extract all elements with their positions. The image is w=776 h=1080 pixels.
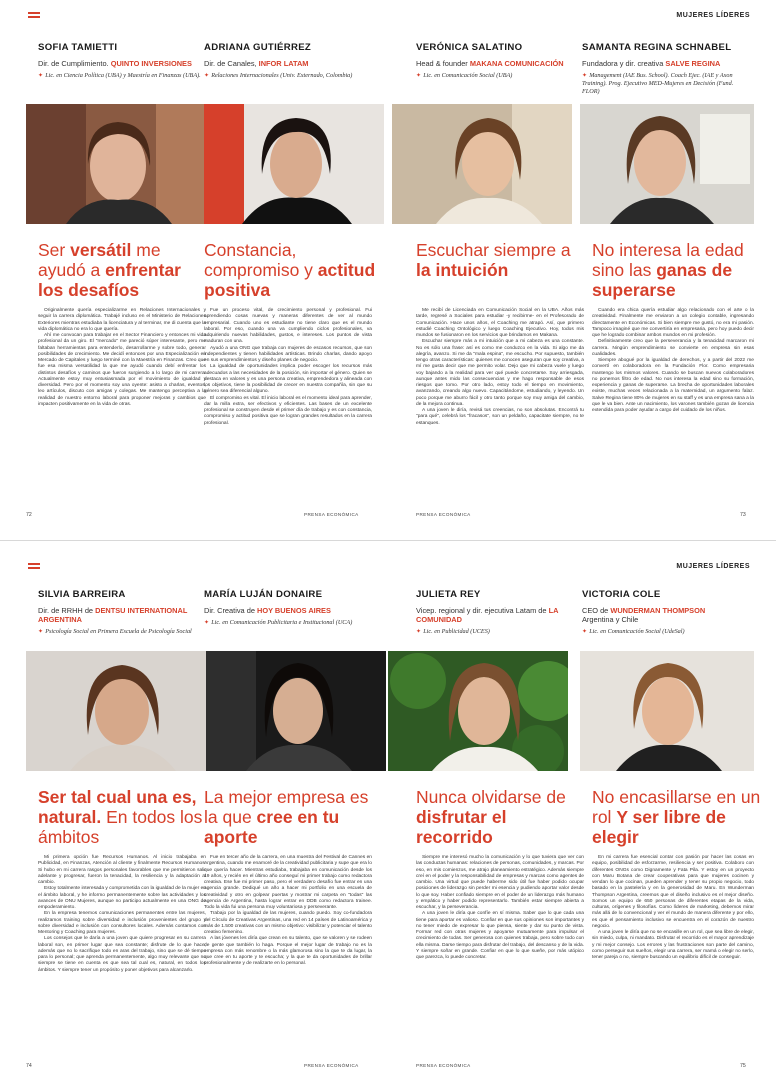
portrait-photo bbox=[26, 651, 206, 771]
page-number: 74 bbox=[26, 1063, 32, 1069]
portrait-photo bbox=[206, 651, 386, 771]
profile-header bbox=[582, 589, 752, 636]
headline: No encasillarse en un rol Y ser libre de elegir bbox=[592, 787, 761, 847]
profile-education: ✦ Lic. en Publicidad (UCES) bbox=[416, 628, 490, 635]
profile-name: SILVIA BARREIRA bbox=[38, 589, 126, 600]
page-number: 72 bbox=[26, 512, 32, 518]
profile-role: Fundadora y dir. creativa SALVE REGINA bbox=[582, 59, 721, 68]
flag-icon bbox=[28, 563, 40, 571]
article-body: Fue un proceso vital, de crecimiento personal y profesional. Fui aprendiendo cosas nuevas y maneras diferentes de ver al mundo empresarial. Cuando uno es estudiante no tiene claro que es el mundo laboral. Por eso, cuando una va cumpliendo ciclos profesionales, va adquiriendo nuevas habilidades, gustos, e intereses. Los puntos de vista maduran con una. Ayudó a una ONG que trabaja con mujeres de escasos recursos, que son independientes y tienen habilidades artísticas. Brindo charlas, dando apoyo en sus emprendimientos y diseño planes de negocio. La igualdad de oportunidades implica poder escoger los recursos más adecuados a las necesidades de la posición, sin importar el género. Quien se destaca en valores y es una persona creativa, emprendedora y alineada con los objetivos, tiene la posibilidad de crecer en nuestra compañía, sin que su género sea diferencial alguno. El compromiso es vital. El inicio laboral es el momento ideal para aprender, dar la milla extra, ser efectivos y eficientes. Las bases de un excelente profesional se construyen desde el primer día de trabajo y es con constancia, compromiso y actitud positiva que se logran grandes resultados en la carrera profesional. bbox=[204, 308, 372, 426]
profile-name: JULIETA REY bbox=[416, 589, 481, 600]
profile-role: CEO de WUNDERMAN THOMPSON Argentina y Chile bbox=[582, 606, 706, 624]
profile-header bbox=[582, 42, 752, 96]
profile-header bbox=[416, 42, 584, 80]
section-title: MUJERES LÍDERES bbox=[676, 563, 750, 570]
profile-education: ✦ Lic. en Comunicación Social (UBA) bbox=[416, 72, 513, 79]
profile-name: ADRIANA GUTIÉRREZ bbox=[204, 42, 312, 53]
headline: No interesa la edad sino las ganas de superarse bbox=[592, 240, 744, 300]
page-number: 73 bbox=[740, 512, 746, 518]
profile-role: Dir. de RRHH de DENTSU INTERNATIONAL ARGENTINA bbox=[38, 606, 188, 624]
portrait-photo bbox=[388, 651, 568, 771]
article-body: Mi primera opción fue Recursos Humanos. Al inicio trabajaba en Publicidad, en Finanzas, Atención al cliente y finalmente Recursos Humanos. Si hubo en mi carrera rasgos personales favorables que me permitieron salir adelante y progresar, fueron la tenacidad, la resiliencia y la adaptación al cambio. Estoy totalmente interesada y comprometida con la igualdad de la mujer en el ámbito laboral, y he informo permanentemente sobre las actividades y los avances de ONU Mujeres, aunque no participo actualmente en una ONG de empoderamiento. En la empresa tenemos comunicaciones permanentes entre las mujeres, realizamos training sobre diversidad e inclusión provenientes del grupo y sobre diversidad e inclusión con consultores locales. Además contamos con Mentoring y Coaching para mujeres. Los consejos que le daría a una joven que quiere progresar en su carrera laboral son, en primer lugar que sea constante; disfrute de lo que hace; además que no lo sacrifique todo en aras del trabajo, sino que se dé tiempo para lo personal; que aprenda permanentemente, algo muy relevante que no siempre se tiene en cuenta es que sea tal cual es, natural, en todos los ámbitos. Y siempre tener un propósito y poner objetivos para alcanzarlo. bbox=[38, 855, 206, 973]
profile-name: MARÍA LUJÁN DONAIRE bbox=[204, 589, 323, 600]
company-name: LA COMUNIDAD bbox=[416, 606, 559, 624]
publication-name: PRENSA ECONÓMICA bbox=[304, 1063, 359, 1068]
publication-name: PRENSA ECONÓMICA bbox=[416, 512, 471, 517]
article-body: Fue en tercer año de la carrera, en una muestra del Festival de Cannes en Argentina, cuando me enamoré de la creatividad publicitaria y supe que era lo que quería hacer. Mientras estudiaba, trabajaba en comunicación desde los 19 años, y recién en el último año conseguí mi primer trabajo como redactora creativa. Ese fue mi primer paso, pero el verdadero desafío fue entrar en una agencia grande. Dediqué un año a hacer mi portfolio en una escuela de creatividad y otro en golpear puertas y mostrar mi carpeta en "todas" las agencia de Argentina, hasta lograr entrar en DDB como redactora trainee. Todo la vida fui una persona muy voluntariosa y perseverante. Trabajo por la igualdad de las mujeres, cuando puedo. Soy co-fundadora del Círculo de Creativas Argentinas, una red en 14 países de Latinoamérica y más de 1.500 creativas con un mismo objetivo: visibilizar y potenciar el talento creativo femenino. A las jóvenes les diría que crean en su talento, que se valoren y se rodeen de gente que también lo haga. Porque el mejor lugar de trabajo no es la empresa con más renombre o la más glamorosa sino la que te da lugar, la que cree en tu aporte y te escucha; y la que te da oportunidades de brillar profesionalmente y de realizarte en lo personal. bbox=[204, 855, 372, 967]
profile-education: ✦ Management (IAE Bus. School). Coach Ejec. (IAE y Axon Training). Prog. Ejecutivo MED-Mujeres en Decisión (Fund. FLOR) bbox=[582, 72, 734, 95]
portrait-photo bbox=[392, 104, 572, 224]
headline: Ser versátil me ayudó a enfrentar los desafíos bbox=[38, 240, 181, 300]
profile-role: Vicep. regional y dir. ejecutiva Latam de LA COMUNIDAD bbox=[416, 606, 559, 624]
headline: Constancia, compromiso y actitud positiva bbox=[204, 240, 376, 300]
profile-name: VICTORIA COLE bbox=[582, 589, 661, 600]
article-body: Cuando era chica quería estudiar algo relacionado con el arte o la creatividad. Finalmente me enviaron a un colegio contable, ingresando directamente en Económicas. Si bien siempre me gustó, no era mi pasión. Tampoco imaginé que me convertiría en empresaria, pero hoy puedo decir que he logrado combinar ambos mundos en mi profesión. Definitivamente creo que la perseverancia y la tenacidad marcaron mi carrera. Ningún emprendimiento se convierte en empresa sin esas cualidades. Siempre abogué por la igualdad de derechos, y a partir del 2022 me convertí en colaboradora en la Fundación Flor. Como empresaria mantengo los mismos valores. Cuando se buscan nuevos colaboradores no ponemos filtro de edad. No nos interesa la edad sino su formación, experiencia y ganas de superarse. La brecha de oportunidades laborales existe, muchas veces relacionada a la maternidad, un argumento falaz. Salve Regina tiene 80% de mujeres en su staff y es una empresa sana a la que le va bien. Ante un nacimiento, los varones también gozan de licencia extendida para poder ayudar a cargo del cuidado de los niños. bbox=[592, 308, 754, 413]
company-name: WUNDERMAN THOMPSON bbox=[610, 606, 706, 615]
company-name: SALVE REGINA bbox=[665, 59, 721, 68]
profile-education: ✦ Relaciones Internacionales (Univ. Externado, Colombia) bbox=[204, 72, 353, 79]
profile-role: Dir. de Cumplimiento. QUINTO INVERSIONES bbox=[38, 59, 192, 68]
portrait-photo bbox=[204, 104, 384, 224]
profile-role: Dir. Creativa de HOY BUENOS AIRES bbox=[204, 606, 331, 615]
company-name: HOY BUENOS AIRES bbox=[257, 606, 331, 615]
headline: La mejor empresa es la que cree en tu aporte bbox=[204, 787, 369, 847]
profile-education: ✦ Lic. en Comunicación Publicitaria e Institucional (UCA) bbox=[204, 619, 353, 626]
profile-name: VERÓNICA SALATINO bbox=[416, 42, 523, 53]
portrait-photo bbox=[26, 104, 206, 224]
profile-name: SAMANTA REGINA SCHNABEL bbox=[582, 42, 732, 53]
publication-name: PRENSA ECONÓMICA bbox=[304, 512, 359, 517]
headline: Ser tal cual una es, natural. En todos los ámbitos bbox=[38, 787, 203, 847]
page-number: 75 bbox=[740, 1063, 746, 1069]
headline: Escuchar siempre a la intuición bbox=[416, 240, 571, 280]
headline: Nunca olvidarse de disfrutar el recorrido bbox=[416, 787, 566, 847]
profile-education: ✦ Lic. en Ciencia Política (UBA) y Maestría en Finanzas (UBA). bbox=[38, 72, 201, 79]
article-body: Me recibí de Licenciada en Comunicación Social en la UBA. Años más tarde, regresé a Sociales para estudiar -y recibirme- en el Profesorado de Comunicación. Hace unos años, el Coaching me atrapó. Así, que primero estudié Coaching Ontológico y luego Coaching Ejecutivo. Hoy, todos mis mundos se fusionaron en los servicios que brindamos en Makana. Escuchar siempre más a mi intuición que a mi cabeza es una constante. No es sólo una frase: así es como me conduzco en la vida. Si algo me da alegría, avanzo. Si me da "mala espina", me escucho. Por supuesto, también tengo otras características: quienes me conocen aseguran que soy creativa, a mí me gusta decir que me permito volar. Dejo que mi cabeza vuele y luego voy bajando a la realidad para ver qué puede concretarse. Soy arriesgada, aunque antes mido las consecuencias y me hago responsable de esos riesgos que tomo. Por otro lado, estoy todo el tiempo en movimiento, avanzando, creando algo nuevo. Capacitándome, estudiando, y leyendo. Un poco porque me aburro fácil y otro tanto porque soy muy amiga del cambio, de la mejora continua. A una joven le diría, revisá tus creencias, no son absolutas. Encontrá tu "para qué", celebrá los "fracasos", son un peldaño, capacitate siempre, no te estanques. bbox=[416, 308, 584, 426]
publication-name: PRENSA ECONÓMICA bbox=[416, 1063, 471, 1068]
company-name: QUINTO INVERSIONES bbox=[110, 59, 192, 68]
article-body: En mi carrera fue esencial contar con pasión por hacer las cosas en equipo, posibilidad de esforzarme, resiliencia y ser positiva. Colaboro con diferentes ONGs como Dignamente y Fata Pila. Y estoy en un proyecto con Maru Botana de crear cooperativas para que mujeres cocinen y vendan lo que cocinan, pueden aprender y tener su propio negocio, todo basado en la pastelería y en la generosidad de Maru. En Wunderman Thompson Argentina, creemos que el diseño inclusivo es el mejor diseño. Somos un equipo de 650 personas de diferentes etapas de la vida, culturas, orígenes y filosofías. Como líderes de marketing, debemos mirar más allá de lo convencional y ver el mundo de manera diferente y por ello, es que el pensamiento inclusivo se encuentra en el corazón de nuestro negocio. A una joven le diría que no se encasille en un rol, que sea libre de elegir, sin miedo, culpa, ni mandato. Disfrutar el recorrido es el mayor aprendizaje y mi mejor consejo. Los errores y las frustraciones son parte del camino, como perseguir sus sueños, elegir una carrera, ser mamá o elegir no serlo, tener pareja o no, siempre buscando un equilibrio difícil de conseguir. bbox=[592, 855, 754, 960]
profile-education: ✦ Lic. en Comunicación Social (UdeSal) bbox=[582, 628, 685, 635]
profile-header bbox=[204, 589, 372, 627]
profile-header bbox=[38, 42, 206, 80]
profile-header bbox=[204, 42, 372, 80]
article-body: Originalmente quería especializarme en Relaciones Internacionales y seguir la carrera diplomática. Trabajé incluso en el Ministerio de Relaciones Exteriores mientras estudiaba la licenciatura y al terminar, me di cuenta que la vida diplomática no era lo que quería. Ahí me convocan para trabajar en el Sector Financiero y entonces mi vida profesional da un giro. El "mercado" me pareció súper interesante, pero me faltaban herramientas para entenderlo, desarrollarme y sobre todo, generar posibilidades de crecimiento. Me decidí entonces por una Especialización en Mercado de Capitales y luego terminé con la Maestría en Finanzas. Creo que fue esa misma versatilidad la que me ayudó cuando debí enfrentar los distintos desafíos y caminos que fueron surgiendo a lo largo de mi carrera. Actualmente estoy muy entusiasmada por el movimiento de igualdad y diversidad. Pero por el momento soy una oyente: asisto a charlas, eventos, leo artículos, discuto con amigas y colegas. Me mantengo perceptiva a la realidad de nuestro entorno laboral para proponer mejoras y cambios que impacten positivamente en la vida de otras. bbox=[38, 308, 206, 407]
company-name: INFOR LATAM bbox=[258, 59, 309, 68]
profile-education: ✦ Psicología Social en Primera Escuela de Psicología Social bbox=[38, 628, 192, 635]
profile-role: Head & founder MAKANA COMUNICACIÓN bbox=[416, 59, 564, 68]
portrait-photo bbox=[580, 651, 754, 771]
profile-header bbox=[416, 589, 584, 636]
section-title: MUJERES LÍDERES bbox=[676, 12, 750, 19]
profile-role: Dir. de Canales, INFOR LATAM bbox=[204, 59, 309, 68]
company-name: MAKANA COMUNICACIÓN bbox=[469, 59, 564, 68]
profile-header bbox=[38, 589, 206, 636]
profile-name: SOFIA TAMIETTI bbox=[38, 42, 118, 53]
portrait-photo bbox=[580, 104, 754, 224]
spread-bottom bbox=[0, 540, 776, 1080]
company-name: DENTSU INTERNATIONAL ARGENTINA bbox=[38, 606, 188, 624]
flag-icon bbox=[28, 12, 40, 20]
article-body: Siempre me interesó mucho la comunicación y lo que tuviera que ver con las conductas humanas: relaciones de personas, comunidades, y marcas. Por eso, en mis comienzos, me atrajo planeamiento estratégico. Además siempre creí en el poder y la responsabilidad de empresas y marcas como agentes de cambio. Una virtud que puede haberme sido útil fue haber podido ocupar posiciones de liderazgo sin perder mi esencia y pudiendo aportar valor desde lo que soy. Haber confiado siempre en el poder de un liderazgo más humano y empático y haber podido representarlo. También estar siempre abierta a escuchar, y la perseverancia. A una joven le diría que confíe en sí misma. Saber que lo que cada una tiene para aportar es valioso. Confiar en que sus opiniones son importantes y no tener miedo de expresar lo que piensa, siente y dar su punto de vista. Formar red con otras mujeres y apoyarse mutuamente para impulsar el crecimiento de todas. Ser generosa con quienes trabaja, pero sobre todo con ella misma. Darse tiempo para disfrutar del trabajo, del descanso y de la vida. Y siempre soñar en grande. Confiar en que lo que sueñe, por más utópico que parezca, lo puede concretar. bbox=[416, 855, 584, 960]
